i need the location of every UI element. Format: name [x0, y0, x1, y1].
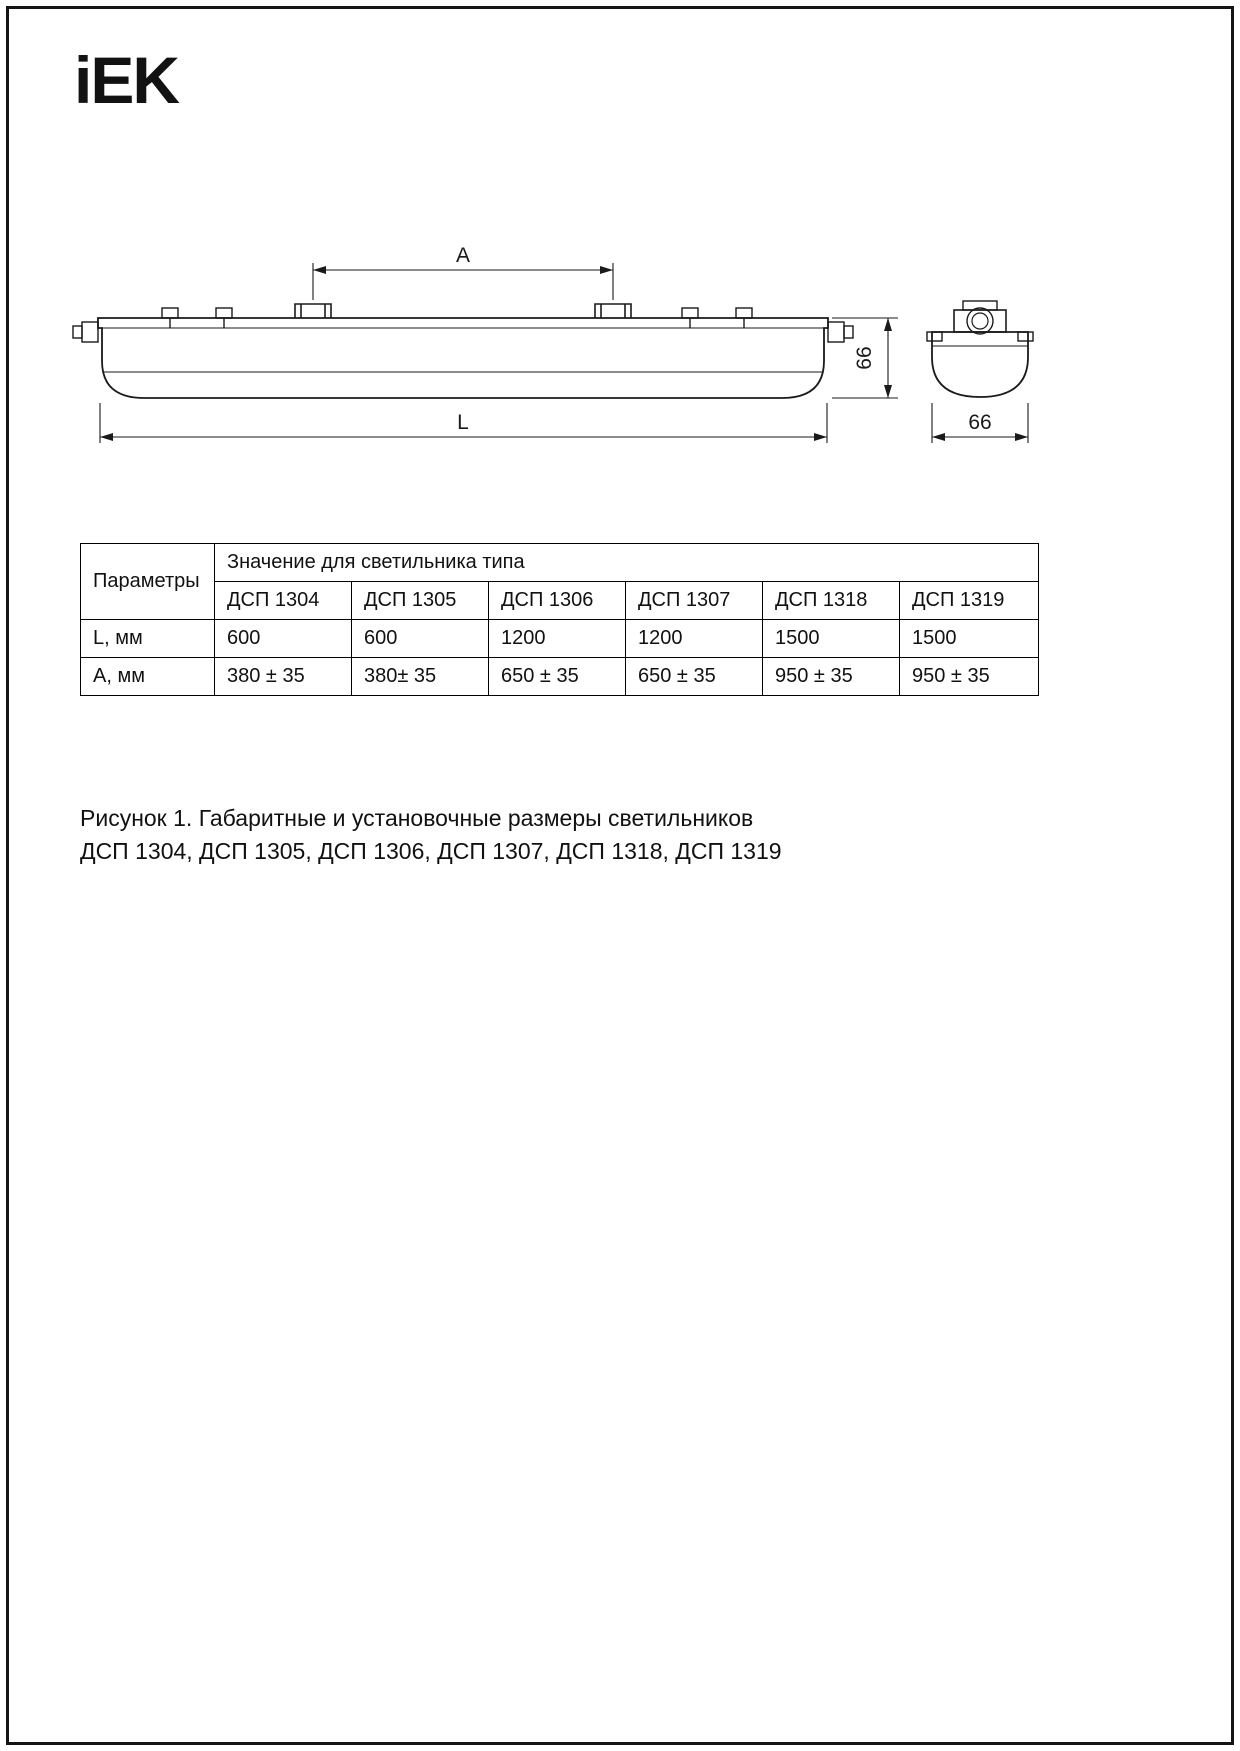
iek-logo: iEK: [74, 43, 179, 117]
arrowhead: [884, 385, 892, 398]
dim-l-label: L: [457, 411, 469, 434]
table-model-header: ДСП 1307: [626, 582, 763, 620]
table-param-cell: L, мм: [81, 620, 215, 658]
dim-width-label: 66: [968, 411, 992, 434]
table-value-cell: 600: [215, 620, 352, 658]
cable-gland-right: [828, 322, 853, 342]
table-value-cell: 380± 35: [352, 658, 489, 696]
table-value-cell: 1500: [900, 620, 1039, 658]
table-header-values: Значение для светильника типа: [215, 544, 1039, 582]
dimensions-table: [80, 543, 1039, 696]
table-value-cell: 650 ± 35: [626, 658, 763, 696]
table-model-header: ДСП 1318: [763, 582, 900, 620]
table-header-row-2: [81, 582, 1039, 620]
arrowhead: [313, 266, 326, 274]
table-value-cell: 1200: [489, 620, 626, 658]
arrowhead: [1015, 433, 1028, 441]
end-view: [927, 301, 1033, 397]
table-value-cell: 650 ± 35: [489, 658, 626, 696]
mounting-brackets: [295, 304, 631, 318]
arrowhead: [814, 433, 827, 441]
arrowhead: [100, 433, 113, 441]
luminaire-dimension-drawing: [70, 245, 1070, 475]
dimension-a: [313, 263, 613, 300]
arrowhead: [884, 318, 892, 331]
arrowhead: [600, 266, 613, 274]
table-value-cell: 600: [352, 620, 489, 658]
table-value-cell: 950 ± 35: [763, 658, 900, 696]
figure-caption-line-2: ДСП 1304, ДСП 1305, ДСП 1306, ДСП 1307, ДСП 1318, ДСП 1319: [80, 838, 782, 865]
luminaire-body-outline: [98, 318, 828, 398]
arrowhead: [932, 433, 945, 441]
table-value-cell: 1500: [763, 620, 900, 658]
table-model-header: ДСП 1305: [352, 582, 489, 620]
table-header-parameters: Параметры: [81, 544, 215, 620]
table-row-mounting: [81, 658, 1039, 696]
dim-height-label: 66: [853, 346, 876, 370]
table-param-cell: А, мм: [81, 658, 215, 696]
side-view: [73, 304, 853, 398]
cable-gland-left: [73, 322, 98, 342]
table-header-row-1: [81, 544, 1039, 582]
table-model-header: ДСП 1304: [215, 582, 352, 620]
table-value-cell: 380 ± 35: [215, 658, 352, 696]
figure-caption: [80, 802, 782, 869]
table-value-cell: 950 ± 35: [900, 658, 1039, 696]
figure-caption-line-1: Рисунок 1. Габаритные и установочные размеры светильников: [80, 805, 754, 831]
table-model-header: ДСП 1306: [489, 582, 626, 620]
table-row-length: [81, 620, 1039, 658]
dim-a-label: A: [455, 245, 471, 267]
table-model-header: ДСП 1319: [900, 582, 1039, 620]
table-value-cell: 1200: [626, 620, 763, 658]
